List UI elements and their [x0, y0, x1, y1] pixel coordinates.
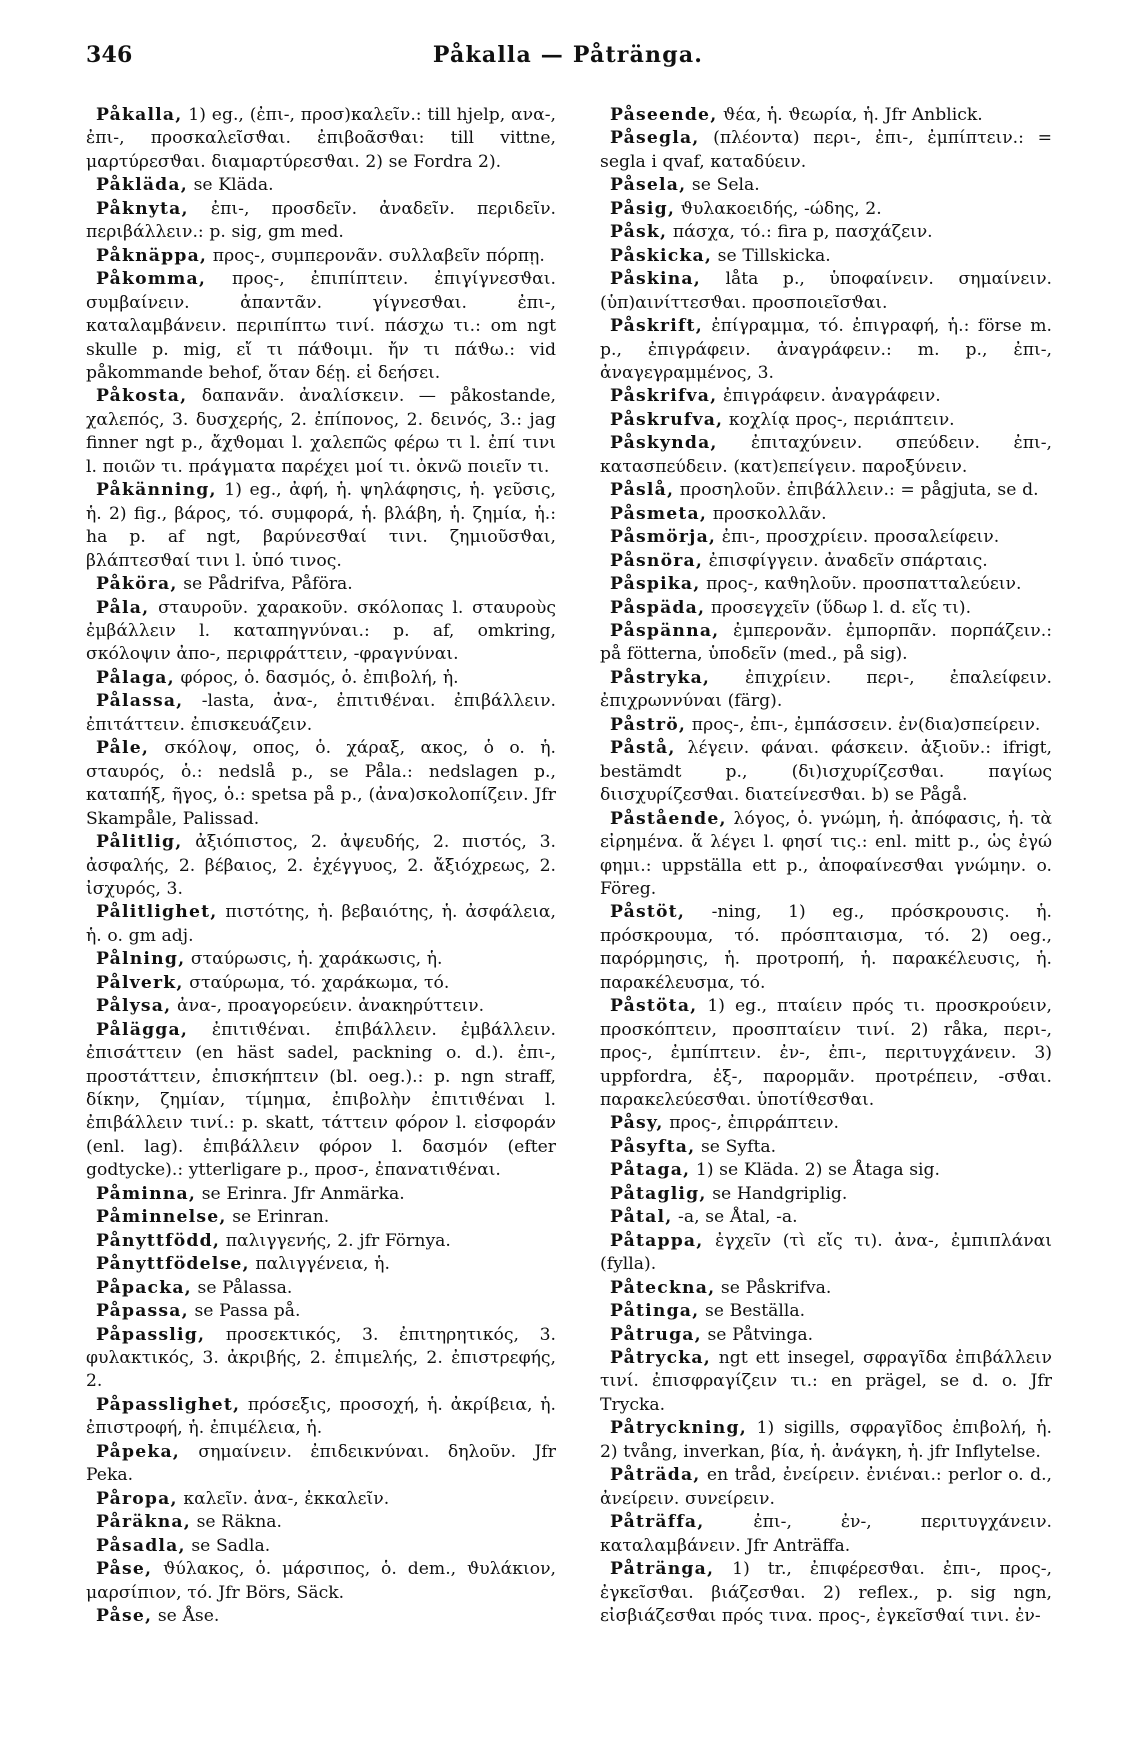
dictionary-entry: [86, 1300, 556, 1323]
entry-definition: se Åse.: [152, 1606, 220, 1626]
entry-definition: -ning, 1) eg., πρόσκρουσις. ἡ. πρόσκρουμα, τό. πρόσπταισμα, τό. 2) oeg., παρόρμησις, ἡ. προτροπή, ἡ. παρακέλευσις, ἡ. παρακέλευσμα, τό.: [600, 902, 1052, 993]
dictionary-entry: [600, 479, 1052, 502]
entry-definition: ἐπι-, προσχρίειν. προσαλείφειν.: [716, 527, 1000, 548]
dictionary-entry: [600, 1558, 1052, 1628]
dictionary-entry: [86, 1558, 556, 1605]
entry-definition: ἐπι-, προσδεῖν. ἀναδεῖν. περιδεῖν. περιβάλλειν.: p. sig, gm med.: [86, 198, 556, 243]
entry-definition: σταύρωμα, τό. χαράκωμα, τό.: [183, 972, 450, 993]
entry-definition: se Erinra. Jfr Anmärka.: [196, 1183, 405, 1204]
dictionary-entry: [86, 948, 556, 971]
entry-definition: se Passa på.: [188, 1301, 301, 1322]
dictionary-entry: [86, 245, 556, 268]
entry-definition: προσεκτικός, 3. ἐπιτηρητικός, 3. φυλακτικός, 3. ἀκριβής, 2. ἐπιμελής, 2. ἐπιστρεφής, 2.: [86, 1324, 556, 1392]
entry-definition: (πλέοντα) περι-, ἐπι-, ἐμπίπτειν.: = segla i qvaf, καταδύειν.: [600, 128, 1052, 172]
entry-lemma: Påkänning,: [96, 480, 217, 501]
entry-lemma: Påsela,: [610, 175, 687, 196]
entry-definition: se Handgriplig.: [706, 1183, 848, 1204]
entry-definition: se Pålassa.: [191, 1277, 293, 1298]
entry-definition: 1) eg., (ἐπι-, προσ)καλεῖν.: till hjelp, ανα-, ἐπι-, προσκαλεῖσϑαι. ἐπιβοᾶσϑαι: till vittne, μαρτύρεσϑαι. διαμαρτύρεσϑαι. 2) se Fordra 2).: [86, 105, 556, 172]
entry-definition: en tråd, ἐνείρειν. ἐνιέναι.: perlor o. d., ἀνείρειν. συνείρειν.: [600, 1465, 1052, 1509]
dictionary-entry: [86, 1324, 556, 1394]
entry-definition: προς-, ἐπι-, ἐμπάσσειν. ἐν(δια)σπείρειν.: [686, 714, 1041, 735]
entry-lemma: Påla,: [96, 597, 150, 618]
entry-lemma: Påsyfta,: [610, 1136, 696, 1157]
dictionary-entry: [86, 104, 556, 174]
entry-lemma: Påknyta,: [96, 198, 189, 219]
entry-lemma: Påle,: [96, 738, 150, 759]
entry-lemma: Pålägga,: [96, 1019, 189, 1040]
entry-lemma: Påminnelse,: [96, 1207, 227, 1228]
entry-lemma: Påsmörja,: [610, 527, 717, 548]
entry-lemma: Påspänna,: [610, 620, 720, 641]
dictionary-entry: [86, 1535, 556, 1558]
entry-definition: προς-, καϑηλοῦν. προσπατταλεύειν.: [700, 574, 1022, 595]
entry-definition: κοχλίᾳ προς-, περιάπτειν.: [723, 409, 955, 430]
entry-definition: ἀνα-, προαγορεύειν. ἀνακηρύττειν.: [171, 996, 485, 1017]
entry-definition: παλιγγένεια, ἡ.: [249, 1254, 390, 1275]
dictionary-entry: [600, 620, 1052, 667]
entry-definition: se Pådrifva, Påföra.: [177, 574, 353, 595]
entry-definition: φόρος, ὁ. δασμός, ὁ. ἐπιβολή, ἡ.: [174, 667, 459, 688]
dictionary-entry: [86, 1206, 556, 1229]
dictionary-entry: [600, 1112, 1052, 1135]
entry-definition: ἐμπερονᾶν. ἐμπορπᾶν. πορπάζειν.: på fötterna, ὑποδεῖν (med., på sig).: [600, 620, 1052, 665]
entry-lemma: Påse,: [96, 1559, 153, 1580]
entry-lemma: Påsk,: [610, 222, 668, 243]
dictionary-entry: [86, 667, 556, 690]
page-number: 346: [86, 42, 133, 68]
entry-lemma: Påkalla,: [96, 105, 183, 125]
entry-lemma: Påtal,: [610, 1207, 673, 1228]
dictionary-entry: [600, 995, 1052, 1112]
entry-definition: se Syfta.: [695, 1136, 777, 1157]
entry-definition: se Sela.: [686, 175, 760, 196]
entry-definition: se Tillskicka.: [712, 245, 831, 266]
entry-definition: προς-, ἐπιρράπτειν.: [663, 1113, 840, 1134]
entry-lemma: Påtränga,: [610, 1559, 715, 1580]
entry-lemma: Påtappa,: [610, 1230, 704, 1251]
entry-lemma: Påströ,: [610, 714, 687, 735]
dictionary-entry: [86, 198, 556, 245]
entry-lemma: Påstående,: [610, 808, 727, 829]
entry-lemma: Påropa,: [96, 1488, 178, 1509]
dictionary-entry: [86, 995, 556, 1018]
entry-definition: 1) eg., πταίειν πρός τι. προσκρούειν, προσκόπτειν, προσπταίειν τινί. 2) råka, περι-, προς-, ἐμπίπτειν. ἐν-, ἐπι-, περιτυγχάνειν. 3) uppfordra, ἐξ-, παρορμᾶν. προτρέπειν, -σϑαι. παρακελεύεσϑαι. ὑποτίϑεσϑαι.: [600, 996, 1052, 1111]
entry-definition: καλεῖν. ἀνα-, ἐκκαλεῖν.: [177, 1488, 390, 1509]
entry-definition: låta p., ὑποφαίνειν. σημαίνειν. (ὑπ)αινίττεσϑαι. προσποιεῖσϑαι.: [600, 269, 1052, 313]
dictionary-entry: [86, 385, 556, 479]
entry-definition: se Sadla.: [185, 1535, 271, 1556]
entry-definition: ἐπιταχύνειν. σπεύδειν. ἐπι-, κατασπεύδειν. (κατ)επείγειν. παροξύνειν.: [600, 433, 1052, 477]
entry-definition: προσκολλᾶν.: [707, 503, 827, 524]
entry-lemma: Påtrycka,: [610, 1348, 711, 1369]
entry-definition: προσεγχεῖν (ὕδωρ l. d. εἴς τι).: [705, 597, 972, 618]
entry-lemma: Påskrift,: [610, 316, 703, 337]
entry-definition: ἐπίγραμμα, τό. ἐπιγραφή, ἡ.: förse m. p., ἐπιγράφειν. ἀναγράφειν.: m. p., ἐπι-, ἀναγεγραμμένος, 3.: [600, 316, 1052, 383]
dictionary-entry: [86, 1277, 556, 1300]
entry-definition: λέγειν. φάναι. φάσκειν. ἀξιοῦν.: ifrigt, bestämdt p., (δι)ισχυρίζεσϑαι. παγίως διισχυρίζεσϑαι. διατείνεσϑαι. b) se Pågå.: [600, 738, 1052, 806]
entry-lemma: Påspäda,: [610, 597, 706, 618]
entry-lemma: Påstå,: [610, 738, 676, 759]
dictionary-entry: [600, 174, 1052, 197]
entry-definition: προς-, συμπερονᾶν. συλλαβεῖν πόρπῃ.: [207, 245, 545, 266]
entry-lemma: Påskrifva,: [610, 386, 718, 407]
entry-definition: se Erinran.: [226, 1207, 330, 1228]
running-head: Påkalla — Påtränga.: [432, 42, 704, 68]
entry-lemma: Pålitlighet,: [96, 902, 218, 923]
entry-definition: 1) tr., ἐπιφέρεσϑαι. ἐπι-, προς-, ἐγκεῖσϑαι. βιάζεσϑαι. 2) reflex., p. sig ngn, εἰσβιάζεσϑαι πρός τινα. προς-, ἐγκεῖσϑαί τινι. ἐν-: [600, 1559, 1052, 1626]
entry-definition: ἐπιτιϑέναι. ἐπιβάλλειν. ἐμβάλλειν. ἐπισάττειν (en häst sadel, packning o. d.). ἐπι-, προστάττειν, ἐπισκήπτειν (bl. oeg.).: p. ngn straff, δίκην, ζημίαν, τίμημα, ἐπιβολὴν ἐπιτιϑέναι l. ἐπιβάλλειν τινί.: p. skatt, τάττειν φόρον l. εἰσφοράν (enl. lag). ἐπιβάλλειν φόρον l. δασμόν (efter godtycke).: ytterligare p., προσ-, ἐπανατιϑέναι.: [86, 1019, 556, 1181]
entry-lemma: Påskrufva,: [610, 409, 724, 430]
entry-lemma: Påseende,: [610, 105, 718, 125]
entry-lemma: Påtryckning,: [610, 1418, 747, 1439]
dictionary-entry: [86, 690, 556, 737]
entry-definition: se Påskrifva.: [715, 1277, 832, 1298]
entry-lemma: Påskynda,: [610, 433, 718, 454]
dictionary-entry: [600, 1136, 1052, 1159]
dictionary-entry: [86, 1253, 556, 1276]
entry-lemma: Pålysa,: [96, 996, 172, 1017]
entry-lemma: Pålassa,: [96, 691, 184, 712]
entry-lemma: Påskicka,: [610, 245, 713, 266]
entry-definition: δαπανᾶν. ἀναλίσκειν. — påkostande, χαλεπός, 3. δυσχερής, 2. ἐπίπονος, 2. δεινός, 3.: jag finner ngt p., ἄχϑομαι l. χαλεπῶς φέρω τι l. ἐπί τινι l. ποιῶν τι. πράγματα παρέχει μοί τι. ὀκνῶ ποιεῖν τι.: [86, 386, 556, 477]
entry-lemma: Påpasslig,: [96, 1324, 206, 1345]
dictionary-entry: [600, 127, 1052, 174]
entry-definition: προσηλοῦν. ἐπιβάλλειν.: = pågjuta, se d.: [674, 480, 1039, 501]
entry-definition: ἐγχεῖν (τὶ εἴς τι). ἀνα-, ἐμπιπλάναι (fylla).: [600, 1230, 1052, 1275]
dictionary-entry: [600, 1347, 1052, 1417]
entry-definition: -lasta, ἀνα-, ἐπιτιϑέναι. ἐπιβάλλειν. ἐπιτάττειν. ἐπισκευάζειν.: [86, 691, 556, 735]
dictionary-entry: [86, 268, 556, 385]
entry-lemma: Påstöta,: [610, 996, 698, 1017]
entry-lemma: Påkomma,: [96, 269, 207, 290]
entry-lemma: Pånyttfödelse,: [96, 1254, 250, 1275]
dictionary-entry: [600, 667, 1052, 714]
entry-definition: ϑυλακοειδής, -ώδης, 2.: [675, 198, 882, 219]
entry-definition: ϑύλακος, ὁ. μάρσιπος, ὁ. dem., ϑυλάκιον, μαρσίπιον, τό. Jfr Börs, Säck.: [86, 1559, 556, 1603]
entry-lemma: Påpeka,: [96, 1441, 180, 1462]
dictionary-entry: [86, 901, 556, 948]
dictionary-entry: [86, 1605, 556, 1628]
entry-lemma: Påminna,: [96, 1183, 197, 1204]
dictionary-entry: [600, 245, 1052, 268]
entry-lemma: Påtaglig,: [610, 1183, 707, 1204]
entry-lemma: Påsnöra,: [610, 550, 704, 571]
entry-definition: παλιγγενής, 2. jfr Förnya.: [220, 1230, 451, 1251]
entry-definition: προς-, ἐπιπίπτειν. ἐπιγίγνεσϑαι. συμβαίνειν. ἀπαντᾶν. γίγνεσϑαι. ἐπι-, καταλαμβάνειν. περιπίπτω τινί. πάσχω τι.: om ngt skulle p. mig, εἴ τι πάϑοιμι. ἤν τι πάϑω.: vid påkommande behof, ὅταν δέῃ. εἰ δεήσει.: [86, 269, 556, 383]
entry-lemma: Påteckna,: [610, 1277, 716, 1298]
entry-lemma: Påträda,: [610, 1465, 701, 1486]
dictionary-entry: [86, 1441, 556, 1488]
dictionary-entry: [86, 831, 556, 901]
left-column: [86, 104, 556, 1628]
entry-definition: se Kläda.: [187, 175, 274, 196]
dictionary-entry: [600, 315, 1052, 385]
dictionary-entry: [86, 1230, 556, 1253]
dictionary-entry: [600, 221, 1052, 244]
entry-definition: ἀξιόπιστος, 2. ἀψευδής, 2. πιστός, 3. ἀσφαλής, 2. βέβαιος, 2. ἐχέγγυος, 2. ἄξιόχρεως, 2. ἰσχυρός, 3.: [86, 832, 556, 899]
dictionary-entry: [600, 1300, 1052, 1323]
entry-lemma: Påpacka,: [96, 1277, 192, 1298]
entry-lemma: Pånyttfödd,: [96, 1230, 221, 1251]
dictionary-entry: [600, 409, 1052, 432]
entry-definition: 1) eg., ἀφή, ἡ. ψηλάφησις, ἡ. γεῦσις, ἡ. 2) fig., βάρος, τό. συμφορά, ἡ. βλάβη, ἡ. ζημία, ἡ.: ha p. af ngt, βαρύνεσϑαί τινι. ζημιοῦσϑαι, βλάπτεσϑαί τινι l. ὑπό τινος.: [86, 480, 556, 571]
entry-definition: -a, se Åtal, -a.: [672, 1207, 798, 1228]
dictionary-entry: [600, 268, 1052, 315]
entry-lemma: Påsig,: [610, 198, 676, 219]
dictionary-entry: [600, 1183, 1052, 1206]
dictionary-entry: [86, 737, 556, 831]
entry-definition: σταύρωσις, ἡ. χαράκωσις, ἡ.: [185, 949, 443, 970]
entry-lemma: Påpassa,: [96, 1301, 189, 1322]
entry-lemma: Pålverk,: [96, 972, 184, 993]
entry-definition: ϑέα, ἡ. ϑεωρία, ἡ. Jfr Anblick.: [717, 105, 983, 125]
entry-definition: ἐπιγράφειν. ἀναγράφειν.: [717, 386, 941, 407]
entry-definition: πάσχα, τό.: fira p, πασχάζειν.: [667, 222, 933, 243]
dictionary-entry: [86, 479, 556, 573]
entry-definition: λόγος, ὁ. γνώμη, ἡ. ἀπόφασις, ἡ. τὰ εἰρημένα. ἅ λέγει l. φησί τις.: enl. mitt p., ὡς ἐγώ φημι.: uppställa ett p., ἀποφαίνεσϑαι γνώμην. o. Föreg.: [600, 808, 1052, 899]
dictionary-entry: [600, 1277, 1052, 1300]
entry-lemma: Påräkna,: [96, 1512, 191, 1533]
dictionary-entry: [600, 901, 1052, 995]
entry-definition: se Påtvinga.: [701, 1324, 814, 1345]
dictionary-entry: [86, 1488, 556, 1511]
dictionary-entry: [600, 198, 1052, 221]
entry-definition: ἐπισφίγγειν. ἀναδεῖν σπάρταις.: [703, 550, 988, 571]
entry-lemma: Påträffa,: [610, 1512, 705, 1533]
dictionary-entry: [600, 1417, 1052, 1464]
right-column: [600, 104, 1052, 1628]
entry-definition: se Beställa.: [699, 1301, 806, 1322]
dictionary-entry: [86, 1511, 556, 1534]
entry-lemma: Påköra,: [96, 574, 178, 595]
dictionary-entry: [86, 1394, 556, 1441]
entry-lemma: Pålning,: [96, 949, 186, 970]
page-header: [86, 42, 1050, 76]
entry-definition: 1) se Kläda. 2) se Åtaga sig.: [690, 1160, 941, 1181]
entry-lemma: Påslå,: [610, 480, 675, 501]
entry-definition: πρόσεξις, προσοχή, ἡ. ἀκρίβεια, ἡ. ἐπιστροφή, ἡ. ἐπιμέλεια, ἡ.: [86, 1394, 556, 1439]
entry-lemma: Pålitlig,: [96, 832, 183, 853]
dictionary-entry: [600, 432, 1052, 479]
entry-lemma: Påkosta,: [96, 386, 188, 407]
dictionary-entry: [600, 597, 1052, 620]
entry-definition: σταυροῦν. χαρακοῦν. σκόλοπας l. σταυροὺς ἐμβάλλειν l. καταπηγνύναι.: p. af, omkring, σκόλοψιν ἀπο-, περιφράττειν, -φραγνύναι.: [86, 597, 556, 665]
entry-lemma: Påstöt,: [610, 902, 686, 923]
dictionary-entry: [86, 597, 556, 667]
entry-definition: ngt ett insegel, σφραγῖδα ἐπιβάλλειν τινί. ἐπισφραγίζειν τι.: en prägel, se d. o. Jfr Trycka.: [600, 1348, 1052, 1415]
entry-definition: σημαίνειν. ἐπιδεικνύναι. δηλοῦν. Jfr Peka.: [86, 1441, 556, 1486]
dictionary-entry: [600, 1230, 1052, 1277]
dictionary-entry: [600, 1464, 1052, 1511]
dictionary-entry: [600, 573, 1052, 596]
dictionary-entry: [600, 503, 1052, 526]
entry-lemma: Påknäppa,: [96, 245, 208, 266]
entry-lemma: Påtinga,: [610, 1301, 700, 1322]
dictionary-entry: [600, 104, 1052, 127]
entry-lemma: Påse,: [96, 1606, 153, 1626]
dictionary-entry: [600, 550, 1052, 573]
entry-lemma: Påtaga,: [610, 1160, 691, 1181]
entry-lemma: Påsy,: [610, 1113, 664, 1134]
dictionary-entry: [600, 1324, 1052, 1347]
entry-definition: πιστότης, ἡ. βεβαιότης, ἡ. ἀσφάλεια, ἡ. o. gm adj.: [86, 902, 556, 946]
entry-lemma: Påpasslighet,: [96, 1394, 241, 1415]
dictionary-entry: [600, 385, 1052, 408]
dictionary-entry: [86, 174, 556, 197]
dictionary-entry: [600, 714, 1052, 737]
entry-lemma: Påsmeta,: [610, 503, 708, 524]
dictionary-entry: [86, 1019, 556, 1183]
dictionary-entry: [600, 1159, 1052, 1182]
dictionary-entry: [86, 573, 556, 596]
entry-lemma: Påsadla,: [96, 1535, 186, 1556]
dictionary-entry: [86, 972, 556, 995]
entry-definition: ἐπι-, ἐν-, περιτυγχάνειν. καταλαμβάνειν. Jfr Anträffa.: [600, 1512, 1052, 1556]
entry-lemma: Påstryka,: [610, 667, 711, 688]
entry-lemma: Påspika,: [610, 574, 701, 595]
entry-definition: 1) sigills, σφραγῖδος ἐπιβολή, ἡ. 2) tvång, inverkan, βία, ἡ. ἀνάγκη, ἡ. jfr Inflytelse.: [600, 1418, 1052, 1462]
entry-definition: σκόλοψ, οπος, ὁ. χάραξ, ακος, ὁ o. ἡ. σταυρός, ὁ.: nedslå p., se Påla.: nedslagen p., καταπήξ, ῆγος, ὁ.: spetsa på p., (ἀνα)σκολοπίζειν. Jfr Skampåle, Palissad.: [86, 738, 556, 829]
dictionary-entry: [600, 1511, 1052, 1558]
dictionary-entry: [600, 1206, 1052, 1229]
dictionary-entry: [600, 737, 1052, 807]
entry-lemma: Pålaga,: [96, 667, 175, 688]
entry-definition: ἐπιχρίειν. περι-, ἐπαλείφειν. ἐπιχρωννύναι (färg).: [600, 667, 1052, 712]
dictionary-entry: [600, 526, 1052, 549]
entry-definition: se Räkna.: [190, 1512, 283, 1533]
entry-lemma: Påskina,: [610, 269, 701, 290]
dictionary-entry: [86, 1183, 556, 1206]
entry-lemma: Påsegla,: [610, 128, 700, 149]
entry-lemma: Påkläda,: [96, 175, 188, 196]
entry-lemma: Påtruga,: [610, 1324, 702, 1345]
dictionary-entry: [600, 808, 1052, 902]
